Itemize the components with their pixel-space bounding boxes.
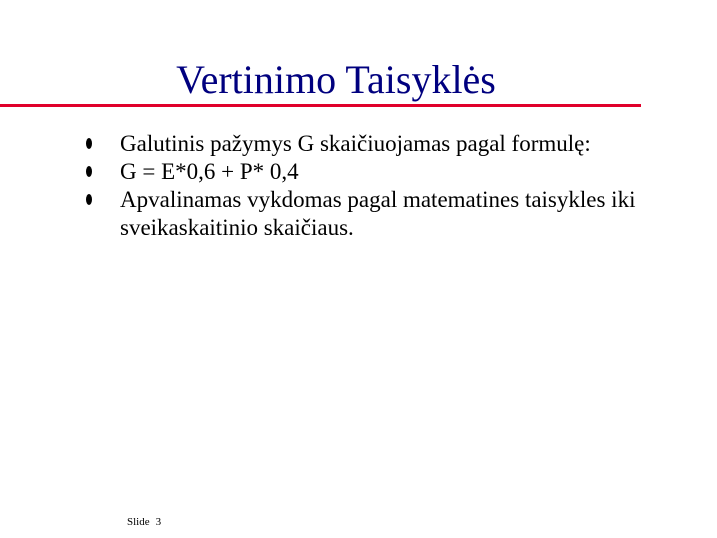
bullet-list [0,130,717,242]
bullet-text: Galutinis pažymys G skaičiuojamas pagal formulę: [120,131,591,156]
slide-title: Vertinimo Taisyklės [176,57,496,102]
bullet-item [0,186,680,242]
bullet-dot-icon [86,194,92,205]
bullet-dot-icon [86,166,92,177]
bullet-text: G = E*0,6 + P* 0,4 [120,159,299,184]
bullet-item [0,158,680,186]
slide-number: 3 [155,516,162,528]
bullet-dot-icon [86,138,92,149]
slide-footer [127,515,161,529]
title-underline [0,104,641,107]
bullet-text: Apvalinamas vykdomas pagal matematines taisykles iki sveikaskaitinio skaičiaus. [120,187,636,240]
slide-label: Slide [127,516,150,528]
bullet-item [0,130,680,158]
